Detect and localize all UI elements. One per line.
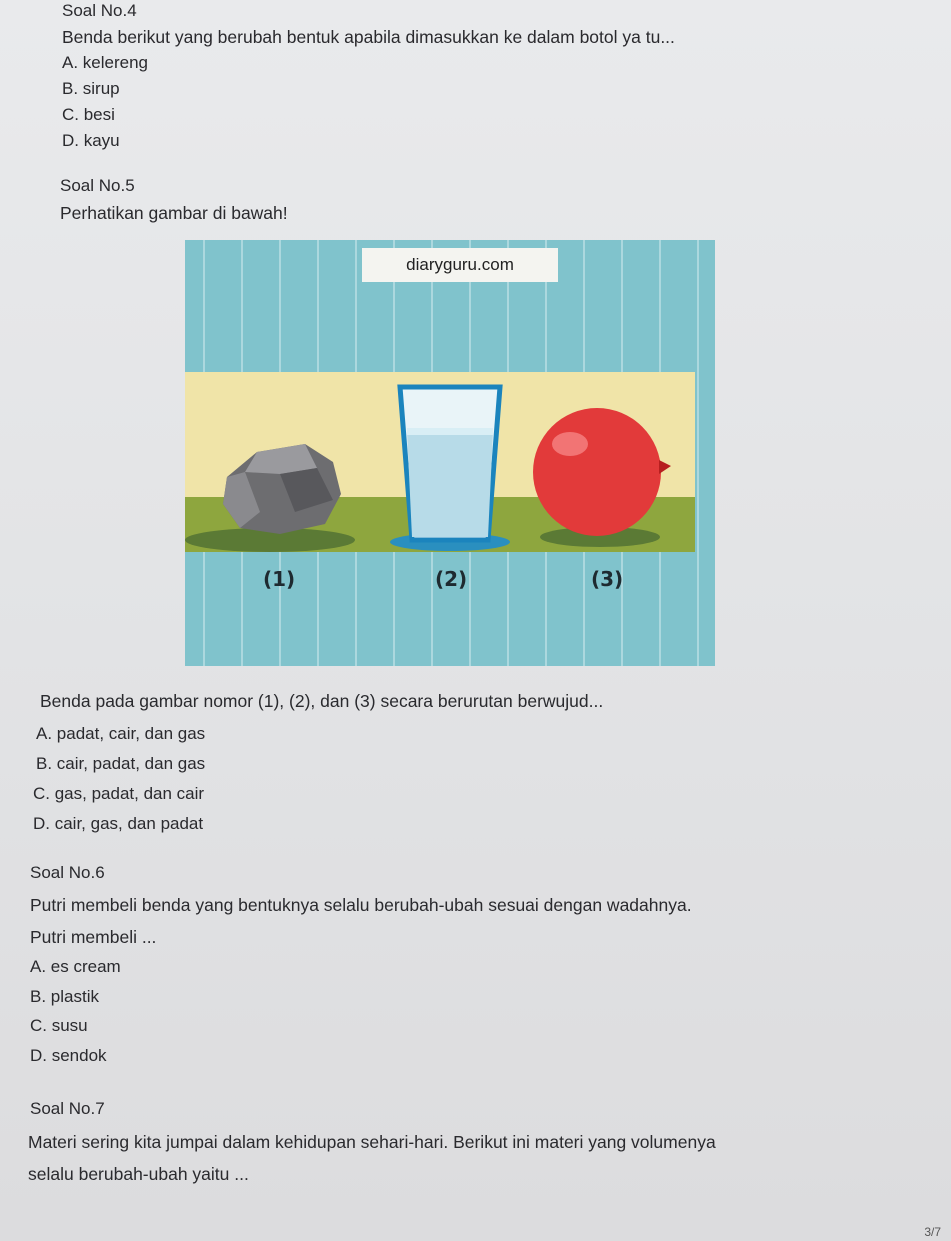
q6-option-c[interactable]: C. susu: [30, 1016, 88, 1035]
figure-brand: diaryguru.com: [362, 248, 558, 282]
q6-title: Soal No.6: [30, 863, 105, 882]
q4-option-d[interactable]: D. kayu: [62, 131, 120, 150]
q4-option-a[interactable]: A. kelereng: [62, 53, 148, 72]
q5-option-b[interactable]: B. cair, padat, dan gas: [36, 754, 206, 773]
q5-option-c[interactable]: C. gas, padat, dan cair: [33, 784, 205, 803]
q4-option-c[interactable]: C. besi: [62, 105, 115, 124]
q4-question: Benda berikut yang berubah bentuk apabila dimasukkan ke dalam botol ya tu...: [62, 27, 675, 47]
q5-title: Soal No.5: [60, 176, 135, 195]
q4-title: Soal No.4: [62, 1, 137, 20]
figure-label-1: (1): [263, 567, 296, 591]
q7-question-line2: selalu berubah-ubah yaitu ...: [28, 1164, 249, 1184]
q4-option-b[interactable]: B. sirup: [62, 79, 120, 98]
q5-question: Benda pada gambar nomor (1), (2), dan (3) secara berurutan berwujud...: [40, 691, 604, 711]
q6-option-a[interactable]: A. es cream: [30, 957, 121, 976]
q5-instruction: Perhatikan gambar di bawah!: [60, 203, 288, 223]
q6-question: Putri membeli benda yang bentuknya selalu berubah-ubah sesuai dengan wadahnya.: [30, 895, 692, 915]
water-glass-icon: [400, 387, 500, 540]
page-number: 3/7: [924, 1225, 941, 1239]
q5-option-d[interactable]: D. cair, gas, dan padat: [33, 814, 204, 833]
q7-title: Soal No.7: [30, 1099, 105, 1118]
q5-option-a[interactable]: A. padat, cair, dan gas: [36, 724, 206, 743]
figure-label-2: (2): [435, 567, 468, 591]
q6-question-2: Putri membeli ...: [30, 927, 157, 947]
q6-option-b[interactable]: B. plastik: [30, 987, 99, 1006]
q7-question-line1: Materi sering kita jumpai dalam kehidupan sehari-hari. Berikut ini materi yang volumenya: [28, 1132, 716, 1152]
figure-illustration: [185, 372, 695, 552]
figure-label-3: (3): [591, 567, 624, 591]
q5-figure: [185, 240, 715, 666]
q6-option-d[interactable]: D. sendok: [30, 1046, 107, 1065]
